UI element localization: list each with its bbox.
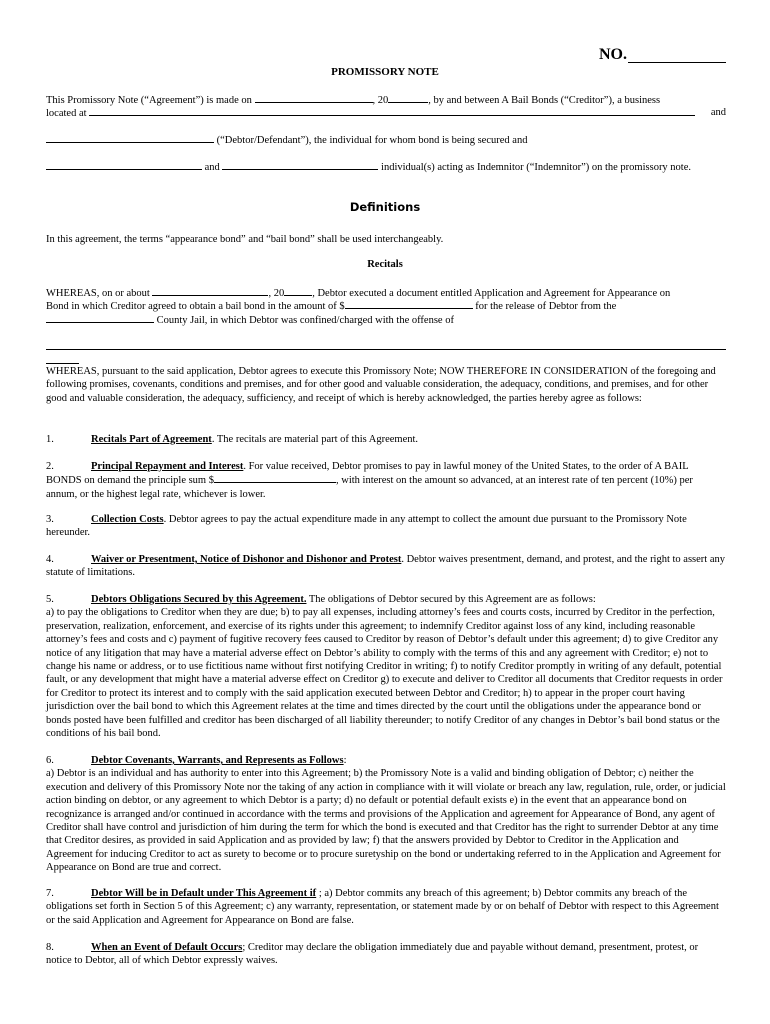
document-number-blank[interactable] [628, 62, 726, 63]
section-5-body: a) to pay the obligations to Creditor when they are due; b) to pay all expenses, including attorney’s fees and courts costs, incurred by Creditor in the perfection, preservation, realization, enforcement, and exercise of its rights under this agreement; to indemnify Creditor against loss of any kind, including reasonable attorney’s fees and costs and c) payment of fugitive recovery fees caused to Creditor by reason of Debtor’s default under this agreement; d) to give Creditor any notice of any litigation that may have a material adverse effect on Debtor’s ability to comply with the terms of this and any agreement with Creditor; e) not to change his name or address, or to use fictitious name without first notifying Creditor in writing; f) to notify Creditor promptly in writing of any default, potential fault, or any development that might have a material adverse effect on Creditor g) to execute and deliver to Creditor all documents that Creditor requests in order for Creditor to protect its interest and to comply with the said application executed between Debtor and Creditor; h) to appear in the proper court having jurisdiction over the bail bond to which this Agreement relates at the time and times directed by the court until the obligations under the appearance bond or bonds posted have been fulfilled and creditor has been discharged of all liability thereunder; to notify Creditor of any changes in Debtor’s bail bond status or the conditions of his bail bond. [46, 607, 723, 740]
year-blank[interactable] [388, 93, 428, 103]
bail-amount-blank[interactable] [345, 299, 473, 309]
date-blank[interactable] [255, 93, 373, 103]
section-title: Recitals Part of Agreement [91, 434, 212, 445]
offense-blank[interactable] [46, 349, 726, 350]
section-6: 6. Debtor Covenants, Warrants, and Represents as Follows: a) Debtor is an individual and has authority to enter into this Agreement; b) the Promissory Note is a valid and binding obligation of Debtor; c) neither the execution and delivery of this Promissory Note nor the taking of any action in compliance with it will violate or breach any law, regulation, rule, order, or judicial action binding on debtor, or any agreement to which Debtor is a party; d) no default or potential default exists e) in the event that an appearance bond on recognizance is arranged and/or continued in accordance with the terms and provisions of the Application and agreement for Appearance of Bond, any agent of Creditor shall have control and jurisdiction of him during the term for which the bond is executed and that Creditor has the right to surrender Debtor at any time that Creditor desires, as provided in said Application and as provided by law; f) that the answers provided by Debtor to Creditor in the Application and Agreement for inducing Creditor to act as surety to become or to procure suretyship on the bond or undertaking referred to in the Application and Agreement for Appearance on Bond are true and correct. [46, 755, 726, 874]
document-number-label: NO. [599, 46, 627, 63]
section-5: 5. Debtors Obligations Secured by this Agreement. The obligations of Debtor secured by this Agreement are as follows: a) to pay the obligations to Creditor when they are due; b) to pay all expenses, including attorney’s fees and courts costs, incurred by Creditor in the perfection, preservation, realization, enforcement, and exercise of its rights under this agreement; to indemnify Creditor against loss of any kind, including reasonable attorney’s fees and costs and c) payment of fugitive recovery fees caused to Creditor by reason of Debtor’s default under this agreement; d) to give Creditor any notice of any litigation that may have a material adverse effect on Debtor’s ability to comply with the terms of this and any agreement with Creditor; e) not to change his name or address, or to use fictitious name without first notifying Creditor in writing; f) to notify Creditor promptly in writing of any default, potential fault, or any development that might have a material adverse effect on Creditor g) to execute and deliver to Creditor all documents that Creditor requests in order for Creditor to protect its interest and to comply with the said application executed between Debtor and Creditor; h) to appear in the proper court having jurisdiction over the bail bond to which this Agreement relates at the time and times directed by the court until the obligations under the appearance bond or bonds posted have been fulfilled and creditor has been discharged of all liability thereunder; to notify Creditor of any changes in Debtor’s bail bond status or the conditions of his bail bond. [46, 593, 726, 740]
section-8: 8. When an Event of Default Occurs; Creditor may declare the obligation immediately due and payable without demand, presentment, protest, or notice to Debtor, all of which Debtor expressly waives. [46, 942, 699, 967]
execution-date-blank[interactable] [152, 286, 268, 296]
recitals-heading: Recitals [367, 259, 403, 270]
indemnitor-1-blank[interactable] [46, 160, 202, 170]
section-title: Debtor Will be in Default under This Agreement if [91, 888, 317, 899]
section-title: When an Event of Default Occurs [91, 942, 243, 953]
section-7: 7. Debtor Will be in Default under This Agreement if ; a) Debtor commits any breach of this agreement; b) Debtor commits any breach of the obligations set forth in Section 5 of this Agreement; c) any warranty, representation, or statement made by or on behalf of Debtor with respect to this Agreement or the said Application and Agreement for Appearance on Bond are false. [46, 888, 719, 926]
whereas-2: WHEREAS, pursuant to the said application, Debtor agrees to execute this Promissory Note; NOW THEREFORE IN CONSIDERATION of the foregoing and following promises, covenants, conditions and premises, and for other good and valuable consideration, the adequacy, conditions, and premises, and for other good and valuable consideration, the adequacy, sufficiency, and receipt of which is hereby acknowledged, the parties hereby agree as follows: [46, 366, 716, 404]
whereas-1-line-2: Bond in which Creditor agreed to obtain a bail bond in the amount of $ for the release of Debtor from the [46, 301, 617, 312]
section-title: Collection Costs [91, 514, 164, 525]
section-title: Waiver or Presentment, Notice of Dishonor and Dishonor and Protest [91, 554, 402, 565]
whereas-1-line-1: WHEREAS, on or about , 20 , Debtor executed a document entitled Application and Agreement for Appearance on [46, 288, 671, 299]
definitions-text: In this agreement, the terms “appearance bond” and “bail bond” shall be used interchangeably. [46, 234, 444, 245]
execution-year-blank[interactable] [284, 286, 312, 296]
intro-line-1: This Promissory Note (“Agreement”) is made on , 20 , by and between A Bail Bonds (“Creditor”), a business [46, 95, 661, 106]
section-6-body: a) Debtor is an individual and has authority to enter into this Agreement; b) the Promissory Note is a valid and binding obligation of Debtor; c) neither the execution and delivery of this Promissory Note nor the taking of any action in compliance with it will violate or breach any law, regulation, rule, order, or judicial action binding on debtor, or any agreement to which Debtor is a party; d) no default or potential default exists e) in the event that an appearance bond on recognizance is arranged and/or continued in accordance with the terms and provisions of the Application and agreement for Appearance of Bond, any agent of Creditor shall have control and jurisdiction of him during the term for which the bond is executed and that Creditor has the right to surrender Debtor at any time that Creditor desires, as provided in said Application and as provided by law; f) that the answers provided by Debtor to Creditor in the Application and Agreement for inducing Creditor to act as surety to become or to procure suretyship on the bond or undertaking referred to in the Application and Agreement for Appearance on Bond are true and correct. [46, 768, 726, 874]
section-2: 2. Principal Repayment and Interest. For value received, Debtor promises to pay in lawful money of the United States, to the order of A BAIL BONDS on demand the principle sum $ , with interest on the amount so advanced, at an interest rate of ten percent (10%) per annum, or the highest legal rate, whichever is lower. [46, 461, 693, 500]
intro-line-4: and individual(s) acting as Indemnitor (“Indemnitor”) on the promissory note. [46, 160, 726, 174]
business-address-blank[interactable] [89, 106, 695, 116]
section-3: 3. Collection Costs. Debtor agrees to pay the actual expenditure made in any attempt to collect the amount due pursuant to the Promissory Note hereunder. [46, 514, 687, 539]
principal-sum-blank[interactable] [214, 473, 336, 483]
indemnitor-2-blank[interactable] [222, 160, 378, 170]
section-title: Debtors Obligations Secured by this Agreement. [91, 594, 307, 605]
section-title: Principal Repayment and Interest [91, 461, 244, 472]
section-title: Debtor Covenants, Warrants, and Represents as Follows [91, 755, 344, 766]
section-4: 4. Waiver or Presentment, Notice of Dishonor and Dishonor and Protest. Debtor waives presentment, demand, and protest, and the right to assert any statute of limitations. [46, 554, 726, 579]
document-title: PROMISSORY NOTE [331, 66, 439, 78]
debtor-name-blank[interactable] [46, 133, 214, 143]
county-blank[interactable] [46, 313, 154, 323]
section-1: 1. Recitals Part of Agreement. The recitals are material part of this Agreement. [46, 434, 419, 445]
intro-line-2: located at and [46, 107, 726, 119]
definitions-heading: Definitions [349, 200, 421, 214]
whereas-1-line-3: County Jail, in which Debtor was confined/charged with the offense of [46, 313, 726, 327]
offense-blank-continued[interactable] [46, 354, 79, 364]
intro-line-3: (“Debtor/Defendant”), the individual for whom bond is being secured and [46, 133, 726, 147]
